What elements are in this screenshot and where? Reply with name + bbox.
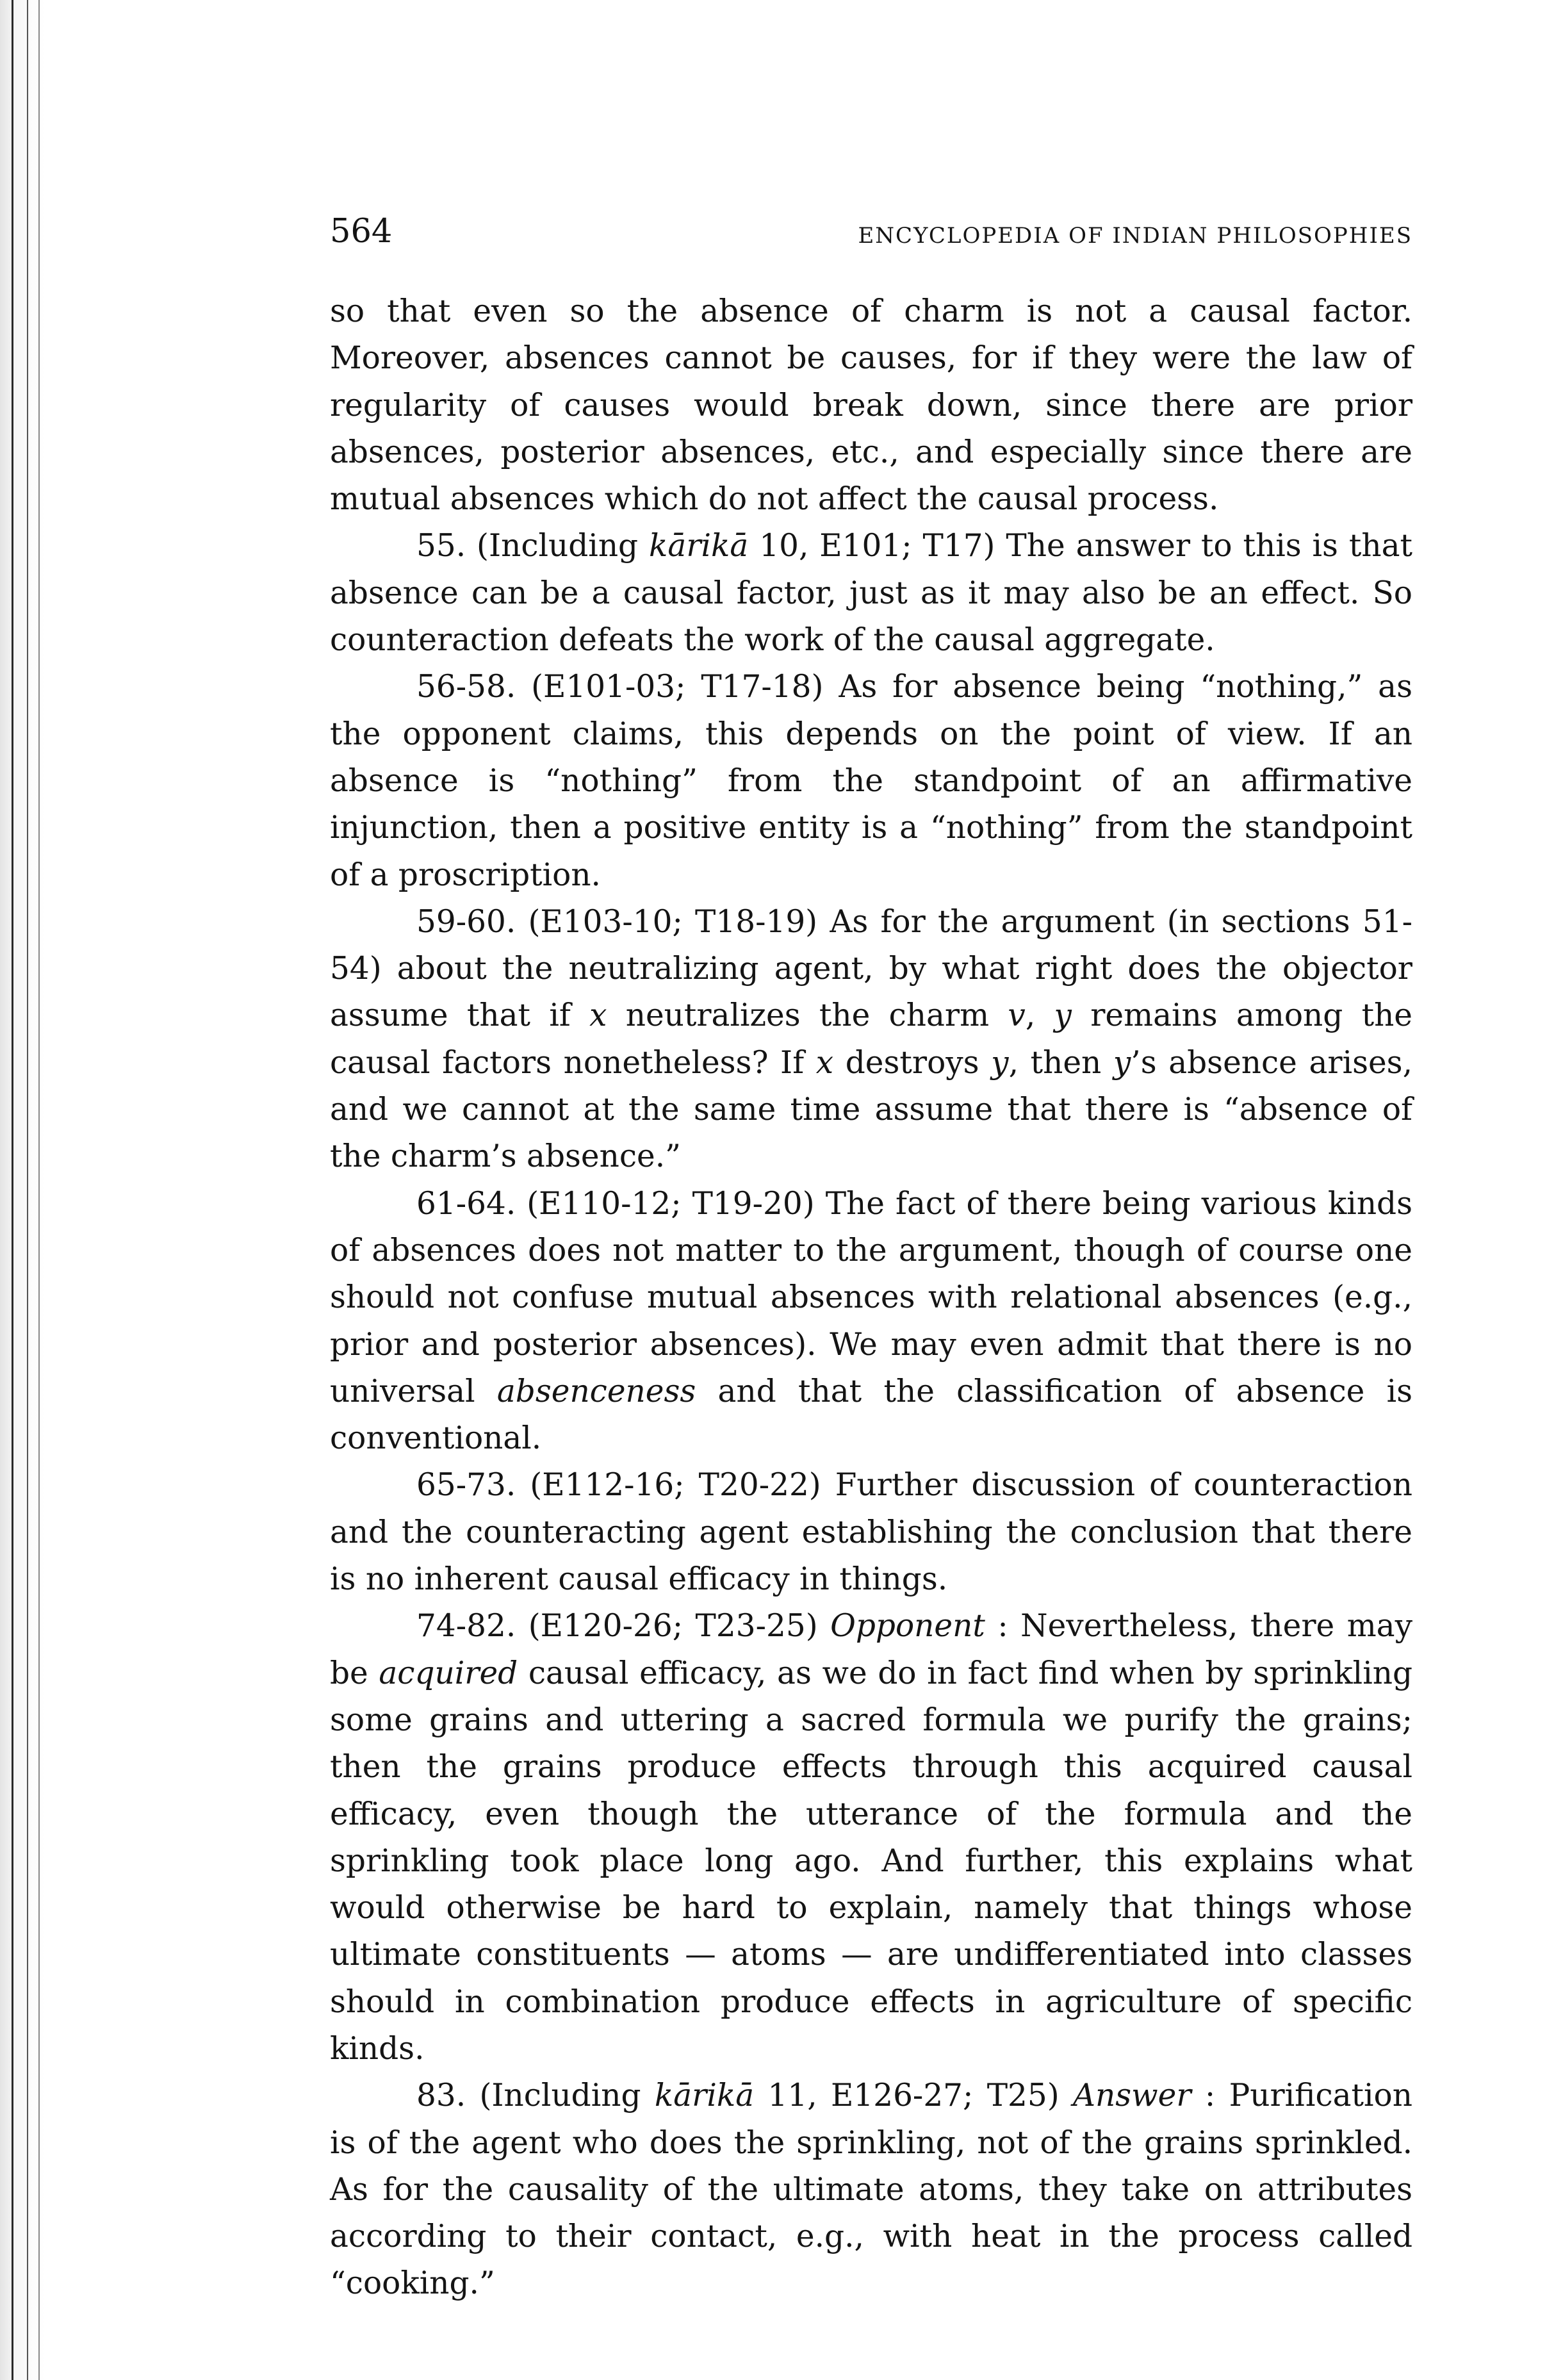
variable-x: x — [815, 1044, 834, 1081]
paragraph-continued — [330, 288, 1412, 523]
paragraph-section-65-73: 65-73. (E112-16; T20-22) Further discussion of counteraction and the counteracting agent establishing the conclusion that there is no inherent causal efficacy in things. — [330, 1467, 1412, 1598]
gutter-line — [12, 0, 13, 2380]
paragraph-section-56-58: 56-58. (E101-03; T17-18) As for absence being “nothing,” as the opponent claims, this depends on the point of view. If an absence is “nothing” from the standpoint of an affirmative injunction, then a positive entity is a “nothing” from the standpoint of a proscription. — [330, 669, 1412, 893]
paragraph-text: so that even so the absence of charm is not a causal factor. Moreover, absences cannot be causes, for if they were the law of regularity of causes would break down, since there are prior absences, posterior absences, etc., and especially since there are mutual absences which do not affect the causal process. — [330, 293, 1412, 518]
speaker-label-opponent: Opponent — [830, 1608, 985, 1645]
page-header — [330, 206, 1412, 258]
paragraph-section-61-64: 61-64. (E110-12; T19-20) The fact of there being various kinds of absences does not matter to the argument, though of course one should not confuse mutual absences with relational absences (e.g., prior and posterior absences). We may even admit that there is no universal absenceness and that the classification of absence is conventional. — [330, 1185, 1413, 1457]
page-number: 564 — [330, 213, 393, 250]
speaker-label-answer: Answer — [1073, 2078, 1191, 2114]
term-absenceness: absenceness — [496, 1373, 696, 1409]
paragraph-section-59-60: 59-60. (E103-10; T18-19) As for the argument (in sections 51-54) about the neutralizing agent, by what right does the objector assume that if x neutralizes the charm v, y remains among the causal factors nonetheless? If x destroys y, then y’s absence arises, and we cannot at the same time assume that there is “absence of the charm’s absence.” — [330, 903, 1413, 1175]
variable-y: y — [991, 1044, 1009, 1081]
paragraph-section-74-82: 74-82. (E120-26; T23-25) Opponent : Nevertheless, there may be acquired causal efficacy, as we do in fact find when by sprinkling some grains and uttering a sacred formula we purify the grains; then the grains produce effects through this acquired causal efficacy, even though the utterance of the formula and the sprinkling took place long ago. And further, this explains what would otherwise be hard to explain, namely that things whose ultimate constituents — atoms — are undifferentiated into classes should in combination produce effects in agriculture of specific kinds. — [330, 1608, 1413, 2067]
gutter-line — [27, 0, 28, 2380]
term-karika: kārikā — [654, 2078, 755, 2114]
gutter-line — [38, 0, 40, 2380]
body-text — [330, 288, 1412, 2308]
term-karika: kārikā — [649, 528, 749, 564]
variable-v: v — [1008, 997, 1026, 1034]
variable-x: x — [589, 997, 607, 1034]
variable-y: y — [1054, 997, 1072, 1034]
term-acquired: acquired — [379, 1655, 518, 1691]
variable-y: y — [1113, 1044, 1131, 1081]
paragraph-section-83: 83. (Including kārikā 11, E126-27; T25) Answer : Purification is of the agent who does the sprinkling, not of the grains sprinkled. As for the causality of the ultimate atoms, they take on attributes according to their contact, e.g., with heat in the process called “cooking.” — [330, 2078, 1412, 2302]
running-title: ENCYCLOPEDIA OF INDIAN PHILOSOPHIES — [858, 223, 1412, 249]
paragraph-section-55: 55. (Including kārikā 10, E101; T17) The answer to this is that absence can be a causal factor, just as it may also be an effect. So counteraction defeats the work of the causal aggregate. — [330, 528, 1412, 659]
